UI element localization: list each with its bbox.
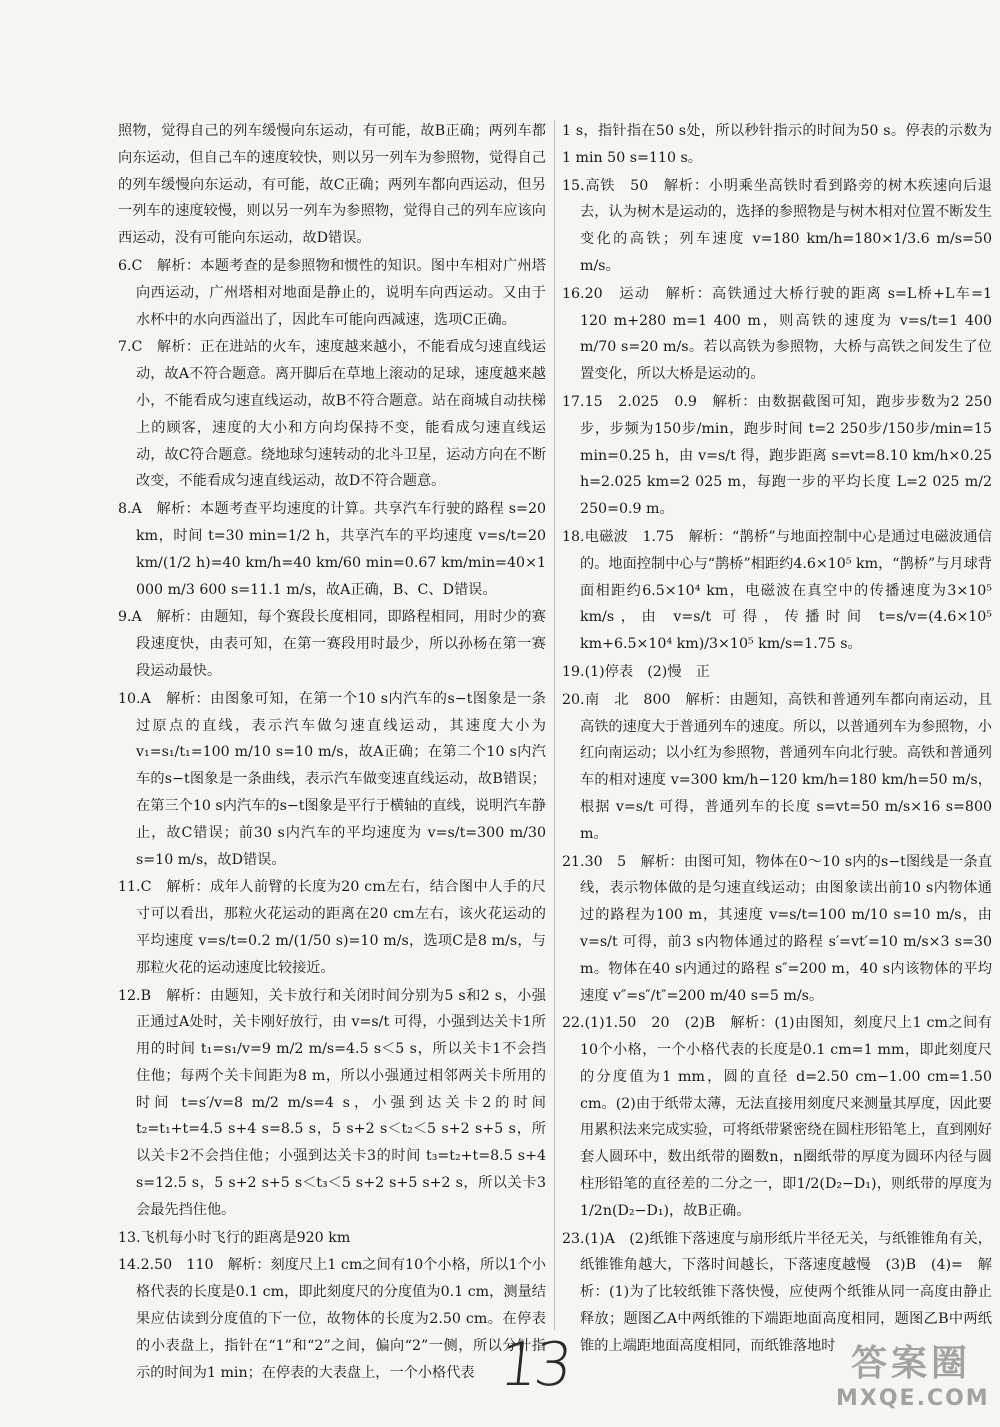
answer-20: 20.南 北 800 解析：由题知，高铁和普通列车都向南运动，且高铁的速度大于普通列车的速度。所以，以普通列车为参照物，小红向南运动；以小红为参照物，普通列车向北行驶。高铁和普通列车的相对速度 v=300 km/h−120 km/h=180 km/h=50 m/s，根据 v=s/t 可得，普通列车的长度 s=vt=50 m/s×16 s=800 m。 bbox=[562, 691, 992, 842]
site-watermark bbox=[836, 1342, 990, 1417]
answer-12: 12.B 解析：由题知，关卡放行和关闭时间分别为5 s和2 s，小强正通过A处时，关卡刚好放行，由 v=s/t 可得，小强到达关卡1所用的时间 t₁=s₁/v=9 m/2 m/s=4.5 s＜5 s，所以关卡1不会挡住他；每两个关卡间距为8 m，所以小强通过相邻两关卡所用的时间 t=s′/v=8 m/2 m/s=4 s，小强到达关卡2的时间 t₂=t₁+t=4.5 s+4 s=8.5 s，5 s+2 s＜t₂＜5 s+2 s+5 s，所以关卡2不会挡住他；小强到达关卡3的时间 t₃=t₂+t=8.5 s+4 s=12.5 s，5 s+2 s+5 s＜t₃＜5 s+2 s+5 s+2 s，所以关卡3会最先挡住他。 bbox=[118, 987, 546, 1218]
answer-14-continued: 1 s，指针指在50 s处，所以秒针指示的时间为50 s。停表的示数为1 min 50 s=110 s。 bbox=[562, 123, 992, 166]
answer-13: 13.飞机每小时飞行的距离是920 km bbox=[118, 1229, 351, 1246]
answer-6: 6.C 解析：本题考查的是参照物和惯性的知识。图中车相对广州塔向西运动，广州塔相对地面是静止的，说明车向西运动。又由于水杯中的水向西溢出了，因此车可能向西减速，选项C正确。 bbox=[118, 257, 546, 328]
answer-15: 15.高铁 50 解析：小明乘坐高铁时看到路旁的树木疾速向后退去，认为树木是运动的，选择的参照物是与树木相对位置不断发生变化的高铁；列车速度 v=180 km/h=180×1/3.6 m/s=50 m/s。 bbox=[562, 177, 992, 274]
answer-18: 18.电磁波 1.75 解析：“鹊桥”与地面控制中心是通过电磁波通信的。地面控制中心与“鹊桥”相距约4.6×10⁵ km，“鹊桥”与月球背面相距约6.5×10⁴ km，电磁波在真空中的传播速度为3×10⁵ km/s，由 v=s/t 可得，传播时间 t=s/v=(4.6×10⁵ km+6.5×10⁴ km)/3×10⁵ km/s=1.75 s。 bbox=[562, 528, 992, 653]
answer-8: 8.A 解析：本题考查平均速度的计算。共享汽车行驶的路程 s=20 km，时间 t=30 min=1/2 h，共享汽车的平均速度 v=s/t=20 km/(1/2 h)=40 km/h=40 km/60 min=0.67 km/min=40×1 000 m/3 600 s=11.1 m/s，故A正确，B、C、D错误。 bbox=[118, 501, 546, 598]
answer-22: 22.(1)1.50 20 (2)B 解析：(1)由图知，刻度尺上1 cm之间有10个小格，一个小格代表的长度是0.1 cm=1 mm，即此刻度尺的分度值为1 mm，圆的直径 d=2.50 cm−1.00 cm=1.50 cm。(2)由于纸带太薄，无法直接用刻度尺来测量其厚度，因此要用累积法来完成实验，可将纸带紧密绕在圆柱形铅笔上，直到刚好套人圆环中，数出纸带的圈数n，n圈纸带的厚度为圆环内径与圆柱形铅笔的直径差的二分之一，即1/2(D₂−D₁)，则纸带的厚度为1/2n(D₂−D₁)，故B正确。 bbox=[562, 1015, 992, 1219]
answer-16: 16.20 运动 解析：高铁通过大桥行驶的距离 s=L桥+L车=1 120 m+280 m=1 400 m，则高铁的速度为 v=s/t=1 400 m/70 s=20 m/s。若以高铁为参照物，大桥与高铁之间发生了位置变化，所以大桥是运动的。 bbox=[562, 285, 992, 383]
watermark-url: MXQE.COM bbox=[836, 1386, 990, 1411]
answer-21: 21.30 5 解析：由图可知，物体在0～10 s内的s−t图线是一条直线，表示物体做的是匀速直线运动；由图象读出前10 s内物体通过的路程为100 m，其速度 v=s/t=100 m/10 s=10 m/s，由 v=s/t 可得，前3 s内物体通过的路程 s′=vt′=10 m/s×3 s=30 m。物体在40 s内通过的路程 s″=200 m，40 s内该物体的平均速度 v″=s″/t″=200 m/40 s=5 m/s。 bbox=[562, 853, 992, 1004]
answer-23: 23.(1)A (2)纸锥下落速度与扇形纸片半径无关，与纸锥锥角有关，纸锥锥角越大，下落时间越长，下落速度越慢 (3)B (4)= 解析：(1)为了比较纸锥下落快慢，应使两个纸锥从同一高度由静止释放；题图乙A中两纸锥的下端距地面高度相同，题图乙B中两纸锥的上端距地面高度相同，而纸锥落地时 bbox=[562, 1230, 992, 1354]
watermark-title: 答案圈 bbox=[850, 1343, 971, 1384]
answer-10: 10.A 解析：由图象可知，在第一个10 s内汽车的s−t图象是一条过原点的直线，表示汽车做匀速直线运动，其速度大小为 v₁=s₁/t₁=100 m/10 s=10 m/s，故A正确；在第二个10 s内汽车的s−t图象是一条曲线，表示汽车做变速直线运动，故B错误；在第三个10 s内汽车的s−t图象是平行于横轴的直线，说明汽车静止，故C错误；前30 s内汽车的平均速度为 v=s/t=300 m/30 s=10 m/s，故D错误。 bbox=[118, 690, 546, 868]
answer-17: 17.15 2.025 0.9 解析：由数据截图可知，跑步步数为2 250步，步频为150步/min，跑步时间 t=2 250步/150步/min=15 min=0.25 h，由 v=s/t 得，跑步距离 s=vt=8.10 km/h×0.25 h=2.025 km=2 025 m，每跑一步的平均长度 L=2 025 m/2 250=0.9 m。 bbox=[562, 393, 992, 518]
handwritten-page-number: 13 bbox=[496, 1330, 573, 1400]
left-column bbox=[118, 118, 546, 1387]
answer-7: 7.C 解析：正在进站的火车，速度越来越小，不能看成匀速直线运动，故A不符合题意。离开脚后在草地上滚动的足球，速度越来越小，不能看成匀速直线运动，故B不符合题意。站在商城自动扶梯上的顾客，速度的大小和方向均保持不变，能看成匀速直线运动，故C符合题意。绕地球匀速转动的北斗卫星，运动方向在不断改变，不能看成匀速直线运动，故D不符合题意。 bbox=[118, 339, 546, 490]
answer-14: 14.2.50 110 解析：刻度尺上1 cm之间有10个小格，所以1个小格代表的长度是0.1 cm，即此刻度尺的分度值为0.1 cm，测量结果应估读到分度值的下一位，故物体的长度为2.50 cm。在停表的小表盘上，指针在“1”和“2”之间，偏向“2”一侧，所以分针指示的时间为1 min；在停表的大表盘上，一个小格代表 bbox=[118, 1257, 546, 1381]
right-column bbox=[562, 118, 992, 1361]
answer-11: 11.C 解析：成年人前臂的长度为20 cm左右，结合图中人手的尺寸可以看出，那粒火花运动的距离在20 cm左右，该火花运动的平均速度 v=s/t=0.2 m/(1/50 s)=10 m/s，选项C是8 m/s，与那粒火花的运动速度比较接近。 bbox=[118, 879, 546, 976]
answer-9: 9.A 解析：由题知，每个赛段长度相同，即路程相同，用时少的赛段速度快，由表可知，在第一赛段用时最少，所以孙杨在第一赛段运动最快。 bbox=[118, 609, 546, 679]
answer-5-continued: 照物，觉得自己的列车缓慢向东运动，有可能，故B正确；两列车都向东运动，但自己车的速度较快，则以另一列车为参照物，觉得自己的列车缓慢向东运动，有可能，故C正确；两列车都向西运动，但另一列车的速度较慢，则以另一列车为参照物，觉得自己的列车应该向西运动，没有可能向东运动，故D错误。 bbox=[118, 123, 546, 247]
answer-19: 19.(1)停表 (2)慢 正 bbox=[562, 663, 710, 680]
column-divider bbox=[554, 120, 555, 1330]
